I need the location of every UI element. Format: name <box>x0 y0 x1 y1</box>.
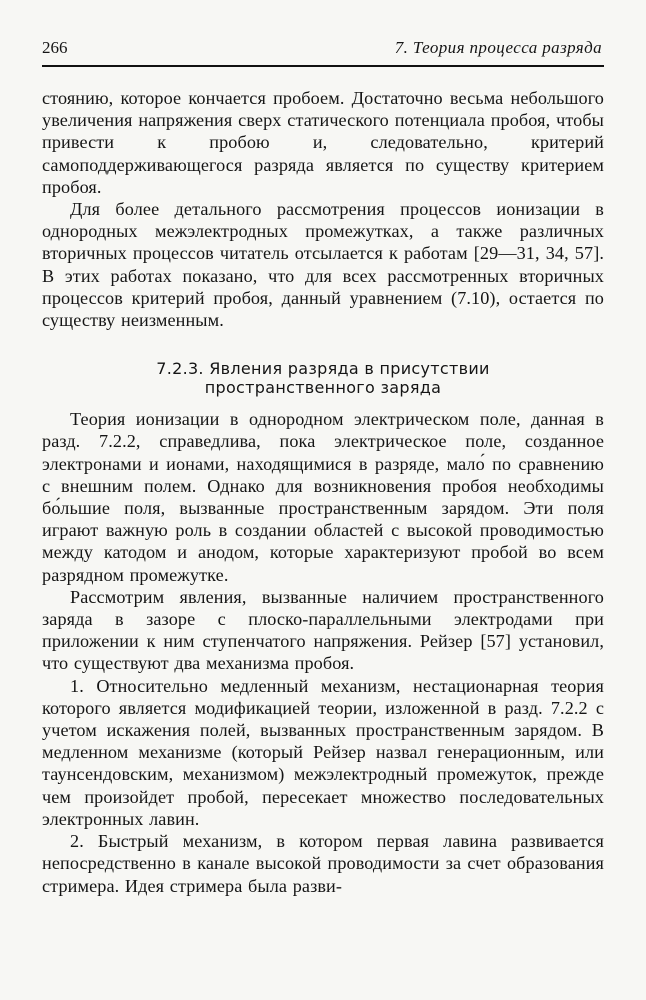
section-heading-line-2: пространственного заряда <box>204 378 442 398</box>
page-number: 266 <box>42 38 68 57</box>
header-rule <box>42 65 604 67</box>
page-header <box>42 38 604 62</box>
running-head: 7. Теория процесса разряда <box>394 38 602 57</box>
paragraph-continuation: стоянию, которое кончается пробоем. Достаточно весьма небольшого увеличения напряжения сверх статического потенциала пробоя, чтобы привести к пробою и, следовательно, критерий самоподдерживающегося разряда является по существу критерием пробоя. <box>42 88 604 197</box>
paragraph-fast-mechanism: 2. Быстрый механизм, в котором первая лавина развивается непосредственно в канале высокой проводимости за счет образования стримера. Идея стримера была разви- <box>42 831 604 896</box>
section-heading-line-1: 7.2.3. Явления разряда в присутствии <box>156 359 490 379</box>
section-heading <box>42 359 604 397</box>
body-text <box>42 87 604 897</box>
paragraph-space-charge: Рассмотрим явления, вызванные наличием пространственного заряда в зазоре с плоско-параллельными электродами при приложении к ним ступенчатого напряжения. Рейзер [57] установил, что существуют два механизма пробоя. <box>42 586 604 674</box>
paragraph-references: Для более детального рассмотрения процессов ионизации в однородных межэлектродных промежутках, а также различных вторичных процессов читатель отсылается к работам [29—31, 34, 57]. В этих работах показано, что для всех рассмотренных вторичных процессов критерий пробоя, данный уравнением (7.10), остается по существу неизменным. <box>42 199 604 331</box>
book-page <box>42 38 604 897</box>
paragraph-ionization-theory: Теория ионизации в однородном электрическом поле, данная в разд. 7.2.2, справедлива, пока электрическое поле, созданное электронами и ионами, находящимися в разряде, мало́ по сравнению с внешним полем. Однако для возникновения пробоя необходимы бо́льшие поля, вызванные пространственным зарядом. Эти поля играют важную роль в создании областей с высокой проводимостью между катодом и анодом, которые характеризуют пробой во всем разрядном промежутке. <box>42 409 604 585</box>
paragraph-slow-mechanism: 1. Относительно медленный механизм, нестационарная теория которого является модификацией теории, изложенной в разд. 7.2.2 с учетом искажения полей, вызванных пространственным зарядом. В медленном механизме (который Рейзер назвал генерационным, или таунсендовским, механизмом) межэлектродный промежуток, прежде чем произойдет пробой, пересекает множество последовательных электронных лавин. <box>42 675 604 829</box>
